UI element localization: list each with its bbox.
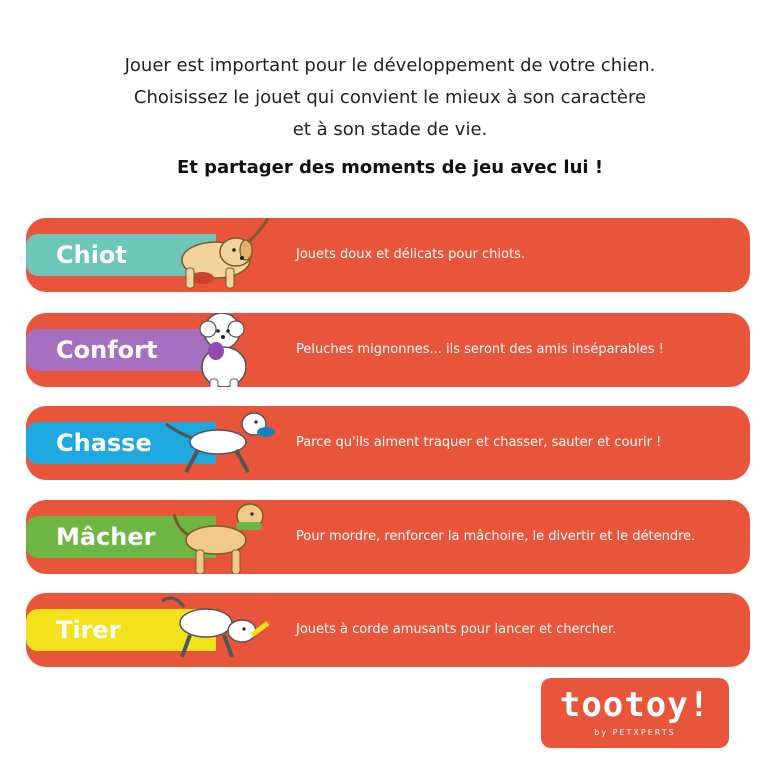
category-row-confort	[26, 313, 750, 387]
category-description: Peluches mignonnes... ils seront des amis inséparables !	[296, 342, 664, 357]
fluffy-dog-with-plush-illustration	[156, 313, 276, 387]
category-description: Parce qu'ils aiment traquer et chasser, sauter et courir !	[296, 435, 662, 450]
category-label: Confort	[56, 336, 158, 364]
category-label: Tirer	[56, 616, 121, 644]
category-label: Mâcher	[56, 523, 156, 551]
headline: Et partager des moments de jeu avec lui !	[176, 157, 604, 178]
logo-wordmark: tootoy!	[559, 685, 711, 725]
tootoy-logo	[541, 678, 729, 748]
logo-byline: by PETXPERTS	[594, 728, 676, 737]
category-label: Chiot	[56, 241, 127, 269]
pulling-dog-with-rope-illustration	[156, 593, 276, 667]
intro-text	[0, 50, 780, 146]
category-row-macher	[26, 500, 750, 574]
intro-line-2: Choisissez le jouet qui convient le mieux à son caractère	[133, 87, 647, 108]
golden-dog-with-chew-toy-illustration	[156, 500, 276, 574]
intro-line-3: et à son stade de vie.	[292, 119, 488, 140]
intro-line-1: Jouer est important pour le développement de votre chien.	[124, 55, 656, 76]
puppy-with-toy-illustration	[156, 218, 276, 292]
running-dog-with-frisbee-illustration	[156, 406, 276, 480]
category-description: Pour mordre, renforcer la mâchoire, le divertir et le détendre.	[296, 529, 696, 544]
category-row-chiot	[26, 218, 750, 292]
category-row-tirer	[26, 593, 750, 667]
category-row-chasse	[26, 406, 750, 480]
category-description: Jouets à corde amusants pour lancer et chercher.	[296, 622, 617, 637]
category-description: Jouets doux et délicats pour chiots.	[296, 247, 525, 262]
category-label: Chasse	[56, 429, 152, 457]
